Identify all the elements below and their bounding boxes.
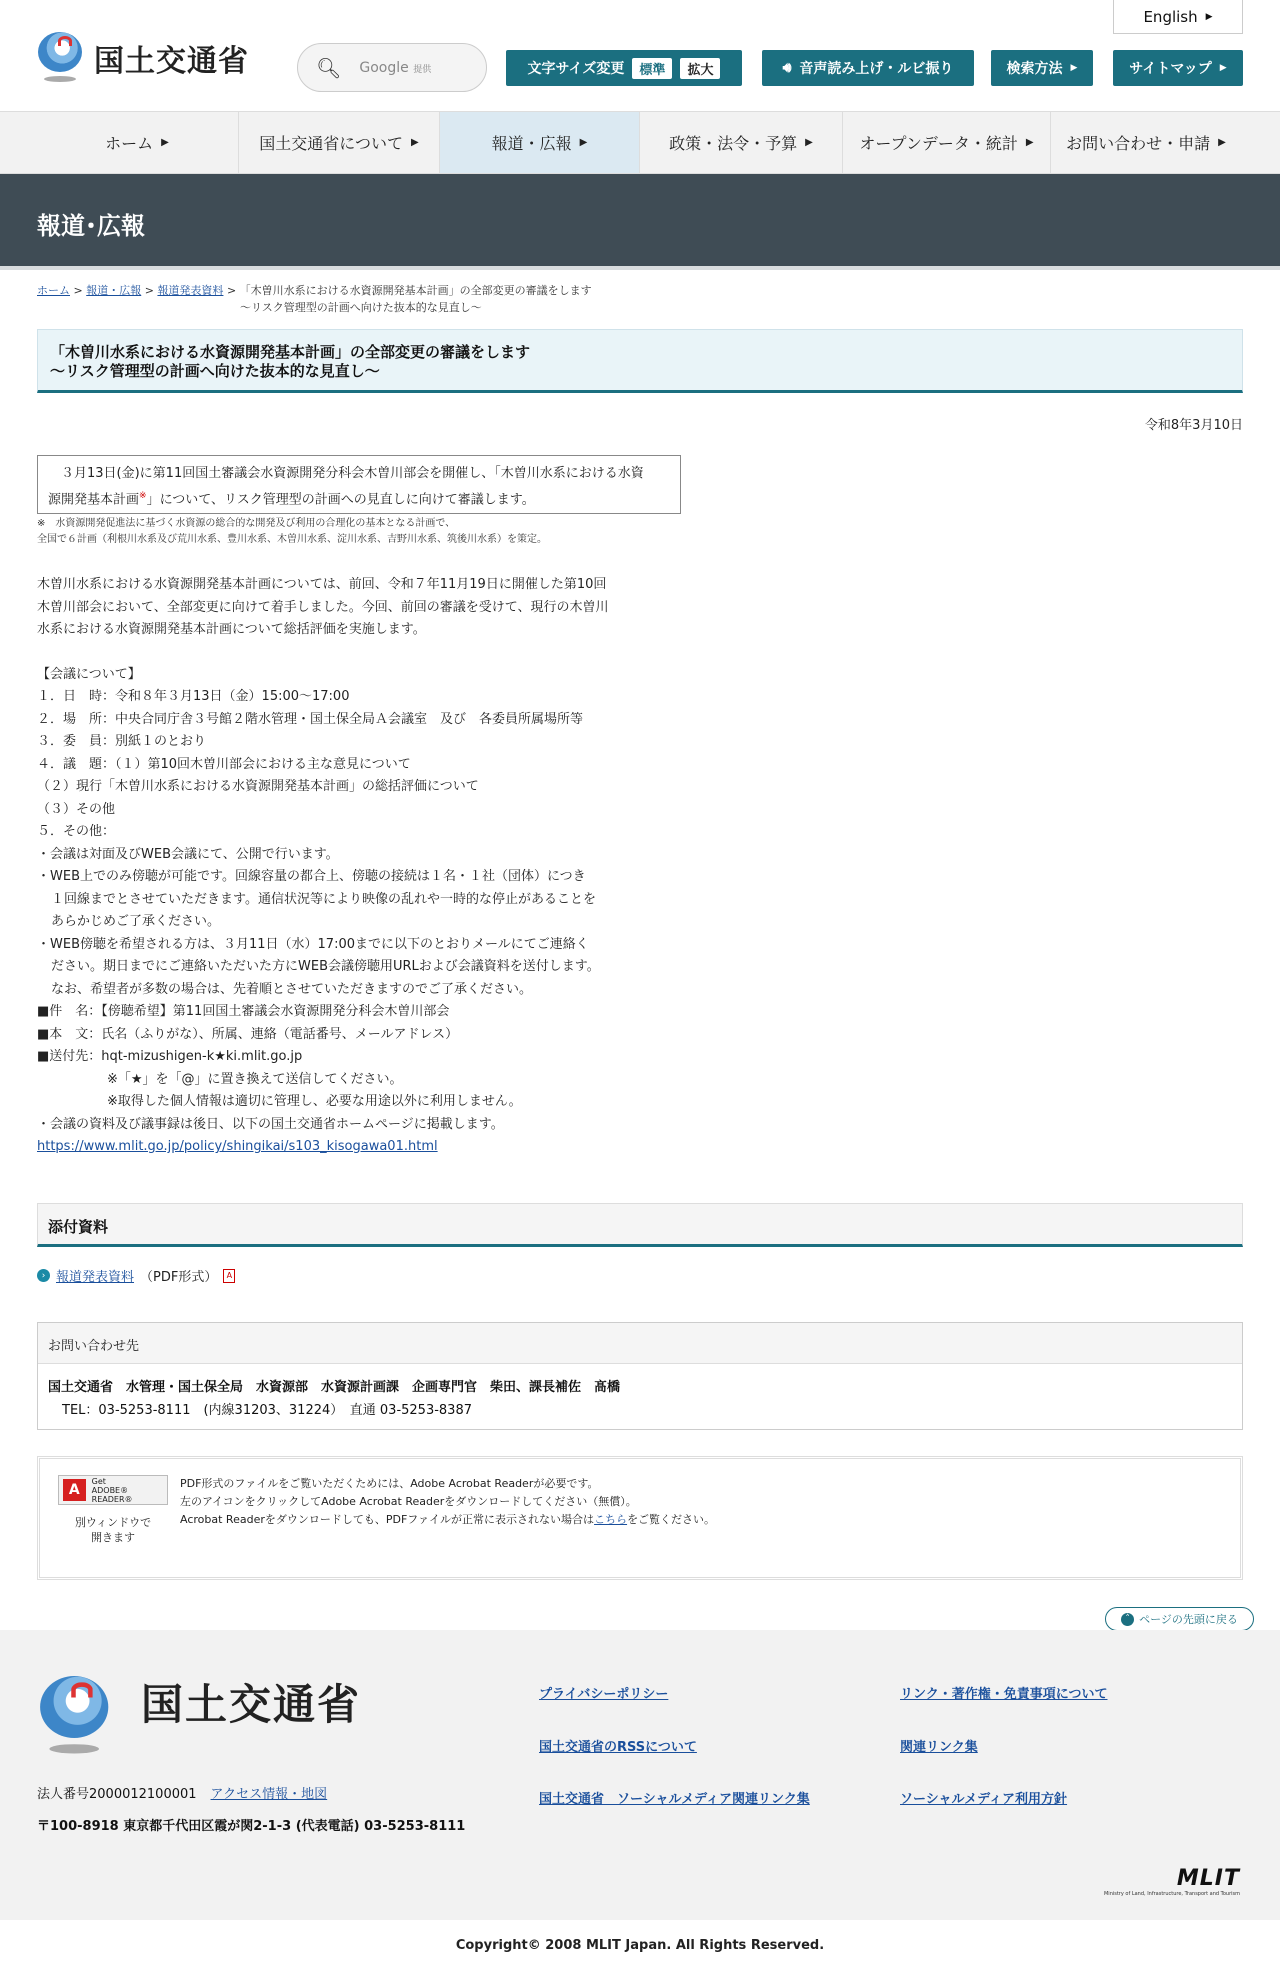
section-title-band [0, 174, 1280, 270]
privacy-policy-link[interactable]: プライバシーポリシー [539, 1687, 669, 1702]
back-to-top-button[interactable] [1105, 1607, 1254, 1631]
search-icon: 🔍︎ [316, 55, 342, 80]
article-body [37, 574, 677, 1159]
english-link[interactable] [1113, 0, 1243, 34]
body-text: 木曽川部会において、全部変更に向けて着手しました。今回、前回の審議を受けて、現行の木曽川 [37, 599, 609, 615]
acrobat-text [180, 1475, 715, 1529]
copyright: Copyright© 2008 MLIT Japan. All Rights Reserved. [0, 1920, 1280, 1972]
footer-logo[interactable] [37, 1672, 361, 1732]
logo-text: 国土交通省 [94, 44, 249, 79]
nav-item-label: 政策・法令・予算 [669, 134, 798, 153]
triangle-right-icon: ▶ [1070, 63, 1078, 73]
footnote-line: 全国で６計画（利根川水系及び荒川水系、豊川水系、木曽川水系、淀川水系、吉野川水系、筑後川水系）を策定。 [37, 534, 547, 545]
acrobat-caption: 別ウィンドウで 開きます [74, 1516, 152, 1544]
mlit-wordmark-text: MLIT [1176, 1866, 1240, 1891]
access-map-link[interactable]: アクセス情報・地図 [210, 1787, 328, 1802]
arrow-up-circle-icon: ˄ [1121, 1613, 1134, 1626]
contact-org: 国土交通省 水管理・国土保全局 水資源部 水資源計画課 企画専門官 柴田、課長補佐 髙橋 [48, 1380, 621, 1395]
copyright-link[interactable]: リンク・著作権・免責事項について [900, 1687, 1108, 1702]
nav-item-label: 国土交通省について [259, 134, 403, 153]
publish-date: 令和8年3月10日 [1144, 418, 1243, 433]
global-nav [0, 111, 1280, 174]
page-title-line-1: 「木曽川水系における水資源開発基本計画」の全部変更の審議をします [50, 343, 531, 361]
breadcrumb-release-link[interactable]: 報道発表資料 [157, 284, 224, 297]
corporate-number [37, 1783, 327, 1802]
footnote-line: ※ 水資源開発促進法に基づく水資源の総合的な開発及び利用の合理化の基本となる計画で、 [37, 518, 456, 529]
mlit-wordmark-sub: Ministry of Land, Infrastructure, Transport and Tourism [1103, 1891, 1240, 1897]
voice-readout-label: 音声読み上げ・ルビ振り [799, 61, 954, 77]
meeting-item: １．日 時：令和８年３月13日（金）15:00～17:00 [37, 689, 350, 704]
font-size-large-button[interactable]: 拡大 [680, 58, 720, 79]
nav-item-label: 報道・広報 [491, 134, 572, 153]
summary-line-1: ３月13日(金)に第11回国土審議会水資源開発分科会木曽川部会を開催し、「木曽川水系における水資 [48, 466, 644, 481]
acrobat-text-line: Acrobat Readerをダウンロードしても、PDFファイルが正常に表示されない場合はこちらをご覧ください。 [180, 1513, 716, 1526]
page-title-line-2: ～リスク管理型の計画へ向けた抜本的な見直し～ [50, 362, 380, 380]
triangle-right-icon: ▶ [161, 137, 169, 148]
other-item: ・WEB傍聴を希望される方は、３月11日（水）17:00までに以下のとおりメールにてご連絡く [37, 936, 589, 952]
attachment-format: （PDF形式） [140, 1270, 218, 1285]
triangle-right-icon: ▶ [805, 137, 813, 148]
get-adobe-reader-button[interactable] [58, 1475, 168, 1505]
breadcrumb-separator: > [73, 284, 83, 297]
triangle-right-icon: ▶ [410, 137, 419, 148]
search-placeholder: Google 提供 [359, 59, 432, 76]
mail-item: ■件 名：【傍聴希望】第11回国土審議会水資源開発分科会木曽川部会 [37, 1004, 450, 1019]
other-item: ださい。期日までにご連絡いただいた方にWEB会議傍聴用URLおよび会議資料を送付します。 [51, 959, 600, 974]
breadcrumb-current: 「木曽川水系における水資源開発基本計画」の全部変更の審議をします [239, 284, 592, 297]
other-item: ・WEB上でのみ傍聴が可能です。回線容量の都合上、傍聴の接続は１名・１社（団体）につき [37, 869, 586, 884]
mail-item: ■送付先：hqt-mizushigen-k★ki.mlit.go.jp [37, 1049, 303, 1064]
mlit-emblem-icon [36, 32, 84, 84]
breadcrumb-current-sub: ～リスク管理型の計画へ向けた抜本的な見直し～ [240, 301, 482, 314]
arrow-right-circle-icon: › [37, 1269, 50, 1282]
meeting-heading: 【会議について】 [37, 666, 141, 682]
other-item: １回線までとさせていただきます。通信状況等により映像の乱れや一時的な停止があることを [51, 891, 596, 907]
contact-tel: TEL：03-5253-8111 (内線31203、31224） 直通 03-5253-8387 [62, 1403, 472, 1418]
summary-box [37, 455, 681, 514]
triangle-right-icon: ▶ [1219, 63, 1227, 73]
footnote [37, 516, 547, 548]
shingikai-url-link[interactable]: https://www.mlit.go.jp/policy/shingikai/s103_kisogawa01.html [37, 1139, 438, 1154]
voice-readout-button[interactable] [762, 50, 974, 86]
breadcrumb [37, 282, 592, 316]
site-logo[interactable] [36, 32, 249, 84]
triangle-right-icon: ▶ [1025, 137, 1034, 148]
search-help-button[interactable] [991, 50, 1093, 86]
pdf-icon: A [223, 1269, 235, 1283]
attachments-heading: 添付資料 [37, 1203, 1243, 1247]
font-size-control [506, 50, 742, 86]
mail-note: ※「★」を「@」に置き換えて送信してください。 [107, 1071, 403, 1087]
body-text: 水系における水資源開発基本計画について総括評価を実施します。 [37, 622, 426, 637]
nav-item-about[interactable] [239, 112, 440, 173]
contact-box [37, 1322, 1243, 1430]
nav-item-label: ホーム [105, 134, 154, 153]
nav-item-opendata[interactable] [843, 112, 1051, 173]
speaker-icon: 🔊︎ [782, 60, 792, 76]
site-footer [0, 1630, 1280, 1920]
other-item: ・会議は対面及びWEB会議にて、公開で行います。 [37, 846, 339, 862]
sitemap-label: サイトマップ [1129, 61, 1212, 77]
nav-item-press[interactable] [440, 112, 640, 173]
triangle-right-icon: ▶ [1205, 11, 1213, 22]
rss-link[interactable]: 国土交通省のRSSについて [539, 1740, 697, 1755]
site-header [0, 0, 1280, 110]
related-links-link[interactable]: 関連リンク集 [900, 1740, 978, 1755]
meeting-item: ５．その他： [37, 824, 116, 839]
acrobat-notice [37, 1456, 1243, 1580]
page-title [37, 329, 1243, 393]
meeting-item: （２）現行「木曽川水系における水資源開発基本計画」の総括評価について [37, 779, 479, 794]
nav-item-policy[interactable] [640, 112, 843, 173]
other-item: あらかじめご了承ください。 [51, 914, 221, 929]
sitemap-button[interactable] [1113, 50, 1243, 86]
other-item: ・会議の資料及び議事録は後日、以下の国土交通省ホームページに掲載します。 [37, 1116, 504, 1132]
mlit-wordmark [1100, 1866, 1240, 1897]
nav-item-label: オープンデータ・統計 [859, 134, 1018, 153]
meeting-item: ３．委 員：別紙１のとおり [37, 734, 207, 749]
meeting-item: （３）その他 [37, 801, 116, 817]
font-size-normal-button[interactable]: 標準 [632, 58, 672, 79]
adobe-reader-icon: A [63, 1479, 86, 1501]
attachment-item [37, 1266, 235, 1285]
mail-note: ※取得した個人情報は適切に管理し、必要な用途以外に利用しません。 [107, 1094, 522, 1109]
footer-logo-text: 国土交通省 [141, 1680, 362, 1729]
corp-no-text: 法人番号2000012100001 [37, 1787, 197, 1802]
meeting-item: ４．議 題：（１）第10回木曽川部会における主な意見について [37, 756, 411, 772]
triangle-right-icon: ▶ [579, 137, 588, 148]
nav-item-home[interactable] [36, 112, 239, 173]
search-input[interactable] [297, 43, 487, 92]
acrobat-badge-text: Get ADOBE® READER® [91, 1476, 133, 1504]
section-title: 報道･広報 [37, 212, 145, 240]
footer-address: 〒100-8918 東京都千代田区霞が関2-1-3 (代表電話) 03-5253-8111 [37, 1819, 466, 1834]
breadcrumb-separator: > [144, 284, 154, 297]
nav-item-contact[interactable] [1051, 112, 1241, 173]
search-help-label: 検索方法 [1006, 61, 1063, 77]
back-to-top-label: ページの先頭に戻る [1139, 1613, 1238, 1626]
acrobat-text-line: PDF形式のファイルをご覧いただくためには、Adobe Acrobat Readerが必要です。 [180, 1477, 599, 1490]
press-release-pdf-link[interactable]: 報道発表資料 [56, 1270, 135, 1285]
breadcrumb-home-link[interactable]: ホーム [37, 284, 70, 297]
social-media-links-link[interactable]: 国土交通省 ソーシャルメディア関連リンク集 [539, 1792, 810, 1807]
summary-line-2: 源開発基本計画※」について、リスク管理型の計画への見直しに向けて審議します。 [48, 491, 535, 508]
breadcrumb-press-link[interactable]: 報道・広報 [86, 284, 142, 297]
mail-item: ■本 文：氏名（ふりがな）、所属、連絡（電話番号、メールアドレス） [37, 1026, 459, 1042]
contact-heading: お問い合わせ先 [38, 1323, 1242, 1364]
triangle-right-icon: ▶ [1218, 137, 1226, 148]
body-text: 木曽川水系における水資源開発基本計画については、前回、令和７年11月19日に開催した第10回 [37, 577, 607, 592]
english-label: English [1143, 7, 1198, 26]
footnote-mark: ※ [139, 491, 147, 501]
font-size-label: 文字サイズ変更 [527, 61, 625, 77]
social-media-policy-link[interactable]: ソーシャルメディア利用方針 [900, 1792, 1068, 1807]
meeting-item: ２．場 所：中央合同庁舎３号館２階水管理・国土保全局Ａ会議室 及び 各委員所属場所等 [37, 711, 584, 727]
nav-item-label: お問い合わせ・申請 [1066, 134, 1211, 153]
acrobat-help-link[interactable]: こちら [594, 1513, 628, 1526]
other-item: なお、希望者が多数の場合は、先着順とさせていただきますのでご了承ください。 [51, 981, 533, 997]
acrobat-text-line: 左のアイコンをクリックしてAdobe Acrobat Readerをダウンロードしてください（無償）。 [180, 1495, 637, 1508]
mlit-emblem-icon [37, 1676, 111, 1757]
breadcrumb-separator: > [226, 284, 237, 297]
